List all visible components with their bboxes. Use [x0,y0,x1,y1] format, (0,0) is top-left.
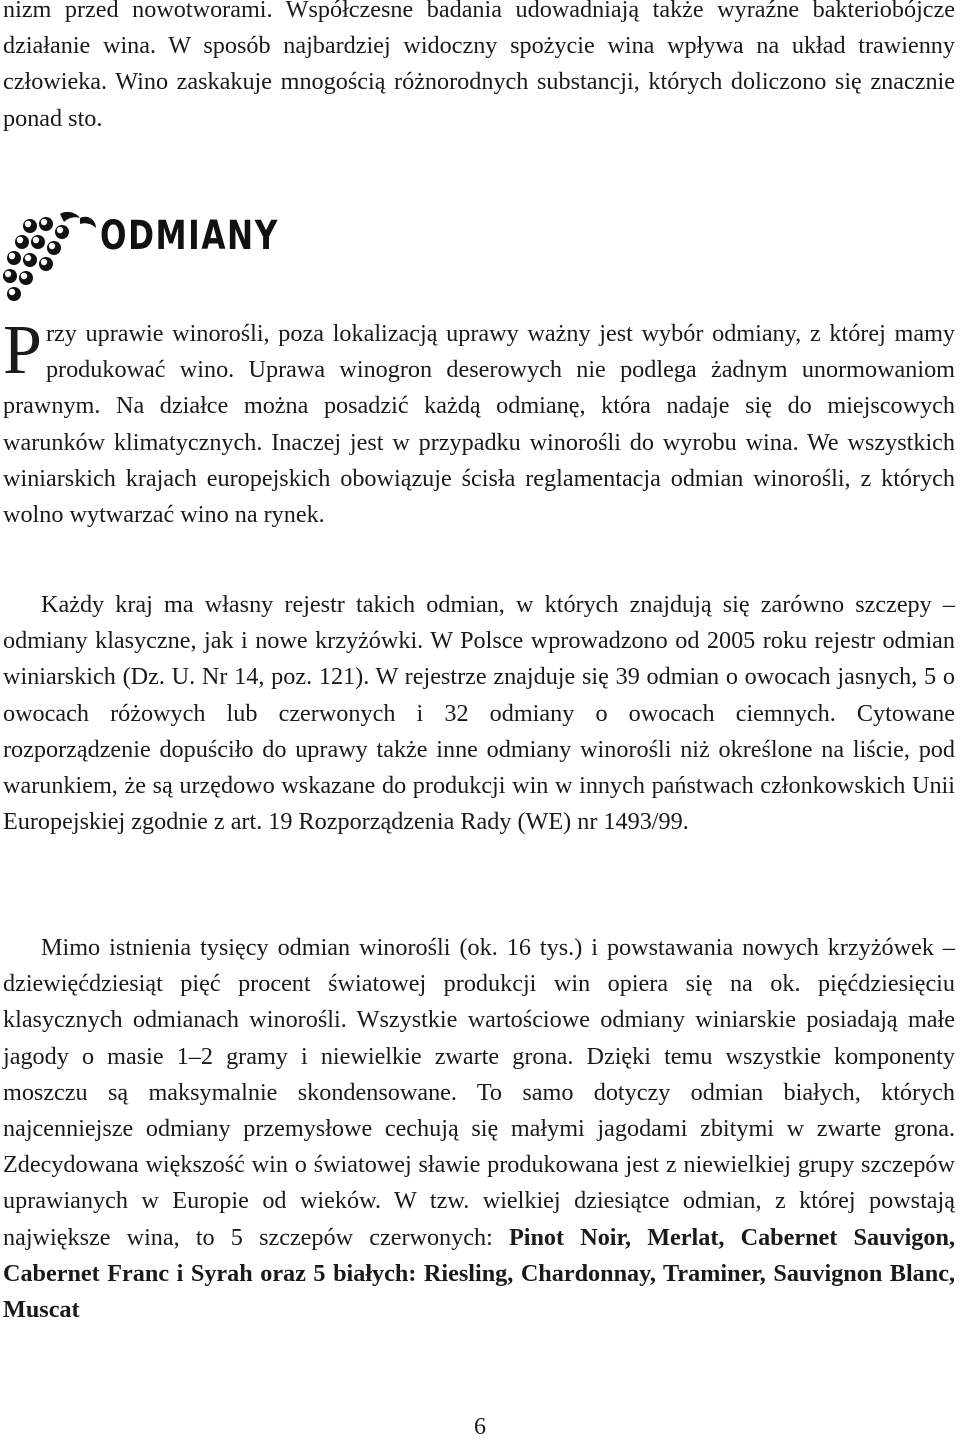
intro-paragraph: nizm przed nowotworami. Współczesne badania udowadniają także wyraźne bakteriobójcze działanie wina. W sposób najbardziej widoczny spożycie wina wpływa na układ trawienny człowieka. Wino zaskakuje mnogością różnorodnych substancji, których doliczono się znacznie ponad sto. [3,0,955,132]
odmiany-paragraph-text: rzy uprawie winorośli, poza lokalizacją uprawy ważny jest wybór odmiany, z której mamy produkować wino. Uprawa winogron deserowych nie podlega żadnym unormowaniom prawnym. Na działce można posadzić każdą odmianę, która nadaje się do miejscowych warunków klimatycznych. Inaczej jest w przypadku winorośli do wyrobu wina. We wszystkich winiarskich krajach europejskich obowiązuje ścisła reglamentacja odmian winorośli, z których wolno wytwarzać wino na rynek. [3,320,955,529]
drop-cap: P [3,312,42,389]
mimo-paragraph-text: Mimo istnienia tysięcy odmian winorośli (ok. 16 tys.) i powstawania nowych krzyżówek – dziewięćdziesiąt pięć procent światowej produkcji win opiera się na ok. pięćdziesięciu klasycznych odmianach winorośli. Wszystkie wartościowe odmiany winiarskie posiadają małe jagody o masie 1–2 gramy i niewielkie zwarte grona. Dzięki temu wszystkie komponenty moszczu są maksymalnie skondensowane. To samo dotyczy odmian białych, których najcenniejsze odmiany przemysłowe cechują się małymi jagodami zbitymi w zwarte grona. Zdecydowana większość win o światowej sławie produkowana jest z niewielkiej grupy szczepów uprawianych w Europie od wieków. W tzw. wielkiej dziesiątce odmian, z której powstają największe wina, to 5 szczepów czerwonych: [3,934,955,1251]
rejestr-paragraph [3,587,955,840]
section-heading: ODMIANY [100,213,279,259]
rejestr-paragraph-text: Każdy kraj ma własny rejestr takich odmian, w których znajdują się zarówno szczepy – odmiany klasyczne, jak i nowe krzyżówki. W Polsce wprowadzono od 2005 roku rejestr odmian winiarskich (Dz. U. Nr 14, poz. 121). W rejestrze znajduje się 39 odmian o owocach jasnych, 5 o owocach różowych lub czerwonych i 32 odmiany o owocach ciemnych. Cytowane rozporządzenie dopuściło do uprawy także inne odmiany winorośli niż określone na liście, pod warunkiem, że są urzędowo wskazane do produkcji win w innych państwach członkowskich Unii Europejskiej zgodnie z art. 19 Rozporządzenia Rady (WE) nr 1493/99. [3,591,955,836]
page-number: 6 [474,1414,486,1440]
grape-cluster-icon [0,208,100,308]
odmiany-paragraph [3,312,955,533]
mimo-paragraph [3,930,955,1328]
grape-varieties-list: Pinot Noir, Merlat, Cabernet Sauvigon, Cabernet Franc i Syrah oraz 5 białych: Riesling, Chardonnay, Traminer, Sauvignon Blanc, Muscat [3,1223,955,1324]
